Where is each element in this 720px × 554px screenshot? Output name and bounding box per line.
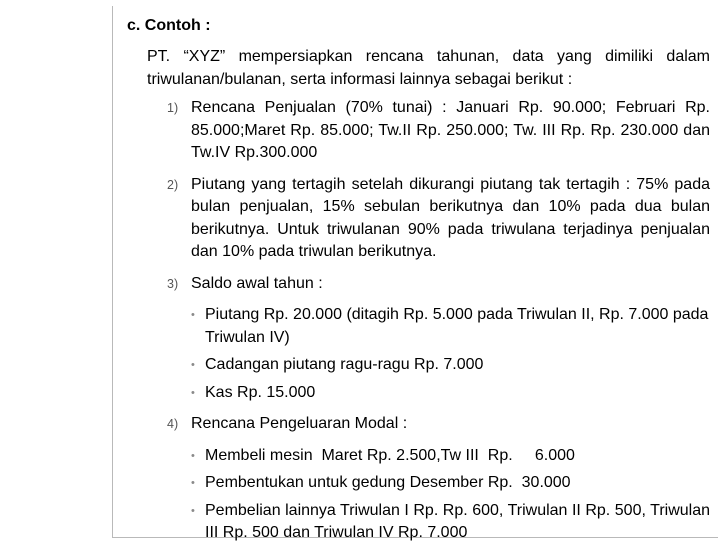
list-item-2: [167, 174, 710, 264]
sublist-item-text: Pembelian lainnya Triwulan I Rp. Rp. 600, Triwulan II Rp. 500, Triwulan III Rp. 500 dan Triwulan IV Rp. 7.000: [205, 501, 710, 541]
sublist-item-text: Kas Rp. 15.000: [205, 383, 316, 401]
sublist-item: [191, 472, 710, 495]
sublist-item: [191, 304, 710, 349]
list-item-3: [167, 273, 710, 405]
intro-paragraph: [147, 45, 710, 545]
bullet-icon: •: [191, 386, 195, 399]
bullet-icon: •: [191, 477, 195, 489]
bullet-icon: •: [191, 449, 195, 462]
list-item-text: Rencana Penjualan (70% tunai) : Januari Rp. 90.000; Februari Rp. 85.000;Maret Rp. 85.000; Tw.II Rp. 250.000; Tw. III Rp. Rp. 230.000 dan Tw.IV Rp.300.000: [191, 99, 710, 161]
list-number: 2): [167, 177, 179, 192]
list-item-1: [167, 97, 710, 165]
intro-text: PT. “XYZ” mempersiapkan rencana tahunan, data yang dimiliki dalam triwulanan/bulanan, serta informasi lainnya sebagai berikut :: [147, 48, 710, 88]
sublist-item-text: Pembentukan untuk gedung Desember Rp. 30.000: [205, 474, 571, 491]
sublist-item-text: Cadangan piutang ragu-ragu Rp. 7.000: [205, 356, 484, 373]
slide-content: [127, 15, 710, 554]
section-heading: c. Contoh :: [127, 17, 211, 34]
sublist-item-text: Piutang Rp. 20.000 (ditagih Rp. 5.000 pada Triwulan II, Rp. 7.000 pada Triwulan IV): [205, 306, 709, 346]
bullet-icon: •: [191, 309, 195, 321]
sublist-item: [191, 382, 710, 405]
list-number: 4): [167, 417, 179, 431]
numbered-list: [167, 97, 710, 545]
sublist-item: [191, 500, 710, 545]
list-item-text: Saldo awal tahun :: [191, 274, 323, 292]
list-item-text: Piutang yang tertagih setelah dikurangi piutang tak tertagih : 75% pada bulan penjualan, 15% sebulan berikutnya dan 10% pada dua bulan berikutnya. Untuk triwulanan 90% pada triwulana terjadinya penjualan dan 10% pada triwulan berikutnya.: [191, 175, 710, 260]
list-item-text: Rencana Pengeluaran Modal :: [191, 415, 408, 432]
sublist-item-text: Membeli mesin Maret Rp. 2.500,Tw III Rp. 6.000: [205, 446, 575, 464]
list-number: 3): [167, 276, 179, 291]
saldo-sublist: [191, 304, 710, 404]
bullet-icon: •: [191, 504, 195, 517]
sublist-item: [191, 354, 710, 377]
sublist-item: [191, 445, 710, 468]
list-item-4: [167, 413, 710, 545]
modal-sublist: [191, 445, 710, 545]
list-number: 1): [167, 101, 179, 115]
bullet-icon: •: [191, 359, 195, 371]
